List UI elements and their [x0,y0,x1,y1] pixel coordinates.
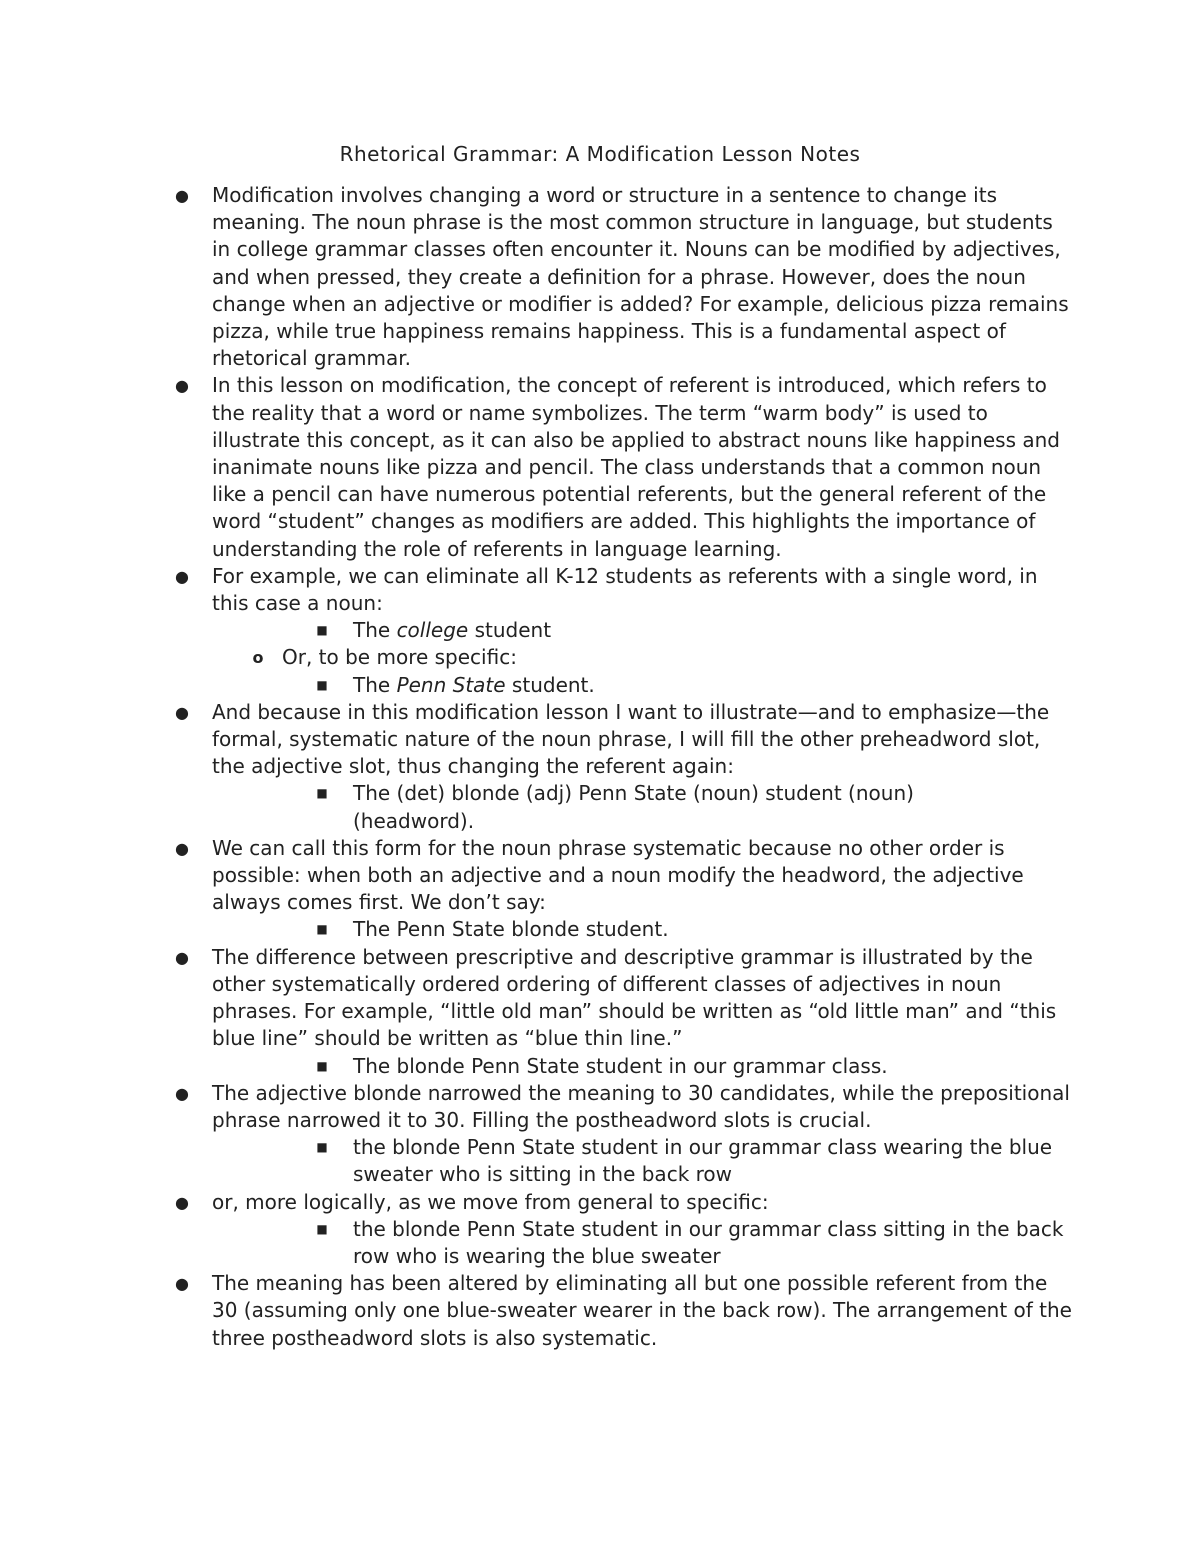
example-item [212,1134,1072,1188]
list-item [175,372,1072,562]
list-item-text: The meaning has been altered by eliminating all but one possible referent from the 30 (assuming only one blue-sweater wearer in the back row). The arrangement of the three postheadword slots is also systematic. [212,1271,1072,1350]
list-item-text: And because in this modification lesson I want to illustrate—and to emphasize—the formal, systematic nature of the noun phrase, I will fill the other preheadword slot, the adjective slot, thus changing the referent again: [212,699,1050,779]
example-text: the blonde Penn State student in our grammar class wearing the blue sweater who is sitting in the back row [353,1135,1053,1187]
bullet-icon: ● [175,947,189,967]
example-text: the blonde Penn State student in our grammar class sitting in the back row who is wearing the blue sweater [353,1216,1064,1268]
example-emphasis: college [396,618,469,643]
bullet-icon: ● [175,376,189,396]
list-item-text: The difference between prescriptive and descriptive grammar is illustrated by the other systematically ordered ordering of different classes of adjectives in noun phrases. For example, “little old man” should be written as “old little man” and “this blue line” should be written as “blue thin line.” [212,944,1057,1051]
bullet-icon: ● [175,1083,189,1103]
example-text: The college student [353,618,552,643]
square-bullet-icon: ■ [316,786,328,801]
list-item [175,563,1072,617]
bullet-icon: ● [175,838,189,858]
example-emphasis: Penn State [396,672,506,697]
example-item [212,617,1072,644]
square-bullet-icon: ■ [316,1058,328,1073]
example-text: The (det) blonde (adj) Penn State (noun) student (noun) (headword). [353,781,914,833]
bullet-icon: ● [175,1274,189,1294]
square-bullet-icon: ■ [316,1221,328,1236]
bullet-icon: ● [175,702,189,722]
list-item [175,1270,1072,1352]
square-bullet-icon: ■ [316,623,328,638]
list-item [175,944,1072,1053]
bullet-icon: ● [175,1192,189,1212]
list-item [175,699,1072,781]
list-item-text: Modification involves changing a word or structure in a sentence to change its meaning. The noun phrase is the most common structure in language, but students in college grammar classes often encounter it. Nouns can be modified by adjectives, and when pressed, they create a definition for a phrase. However, does the noun change when an adjective or modifier is added? For example, delicious pizza remains pizza, while true happiness remains happiness. This is a fundamental aspect of rhetorical grammar. [212,183,1069,371]
square-bullet-icon: ■ [316,1140,328,1155]
bullet-icon: ● [175,186,189,205]
example-text: The Penn State student. [353,672,595,697]
square-bullet-icon: ■ [316,677,328,692]
list-item-text: In this lesson on modification, the concept of referent is introduced, which refers to the reality that a word or name symbolizes. The term “warm body” is used to illustrate this concept, as it can also be applied to abstract nouns like happiness and inanimate nouns like pizza and pencil. The class understands that a common noun like a pencil can have numerous potential referents, but the general referent of the word “student” changes as modifiers are added. This highlights the importance of understanding the role of referents in language learning. [212,373,1060,561]
square-bullet-icon: ■ [316,922,328,937]
bullet-icon: ● [175,566,189,586]
list-item-text: For example, we can eliminate all K-12 students as referents with a single word, in this case a noun: [212,563,1038,616]
list-item-text: The adjective blonde narrowed the meaning to 30 candidates, while the prepositional phrase narrowed it to 30. Filling the postheadword slots is crucial. [212,1080,1070,1132]
page-title: Rhetorical Grammar: A Modification Lesson Notes [339,142,861,166]
notes-list [175,182,1072,1352]
list-item-text: or, more logically, as we move from general to specific: [212,1189,769,1214]
list-item [175,835,1072,917]
list-item [175,182,1072,372]
example-text: The blonde Penn State student in our grammar class. [353,1053,888,1078]
example-item [212,1216,1072,1270]
example-item [212,780,1072,834]
example-item [212,1053,1072,1080]
list-item [175,1189,1072,1216]
sub-item-text: Or, to be more specific: [282,645,517,670]
list-item-text: We can call this form for the noun phrase systematic because no other order is possible: when both an adjective and a noun modify the headword, the adjective always comes first. We don’t say: [212,835,1024,915]
example-text: The Penn State blonde student. [353,917,669,942]
example-item [212,916,1072,943]
list-item [175,1080,1072,1134]
circle-bullet-icon: o [252,648,264,668]
sub-item [212,644,1072,671]
example-item [212,672,1072,699]
